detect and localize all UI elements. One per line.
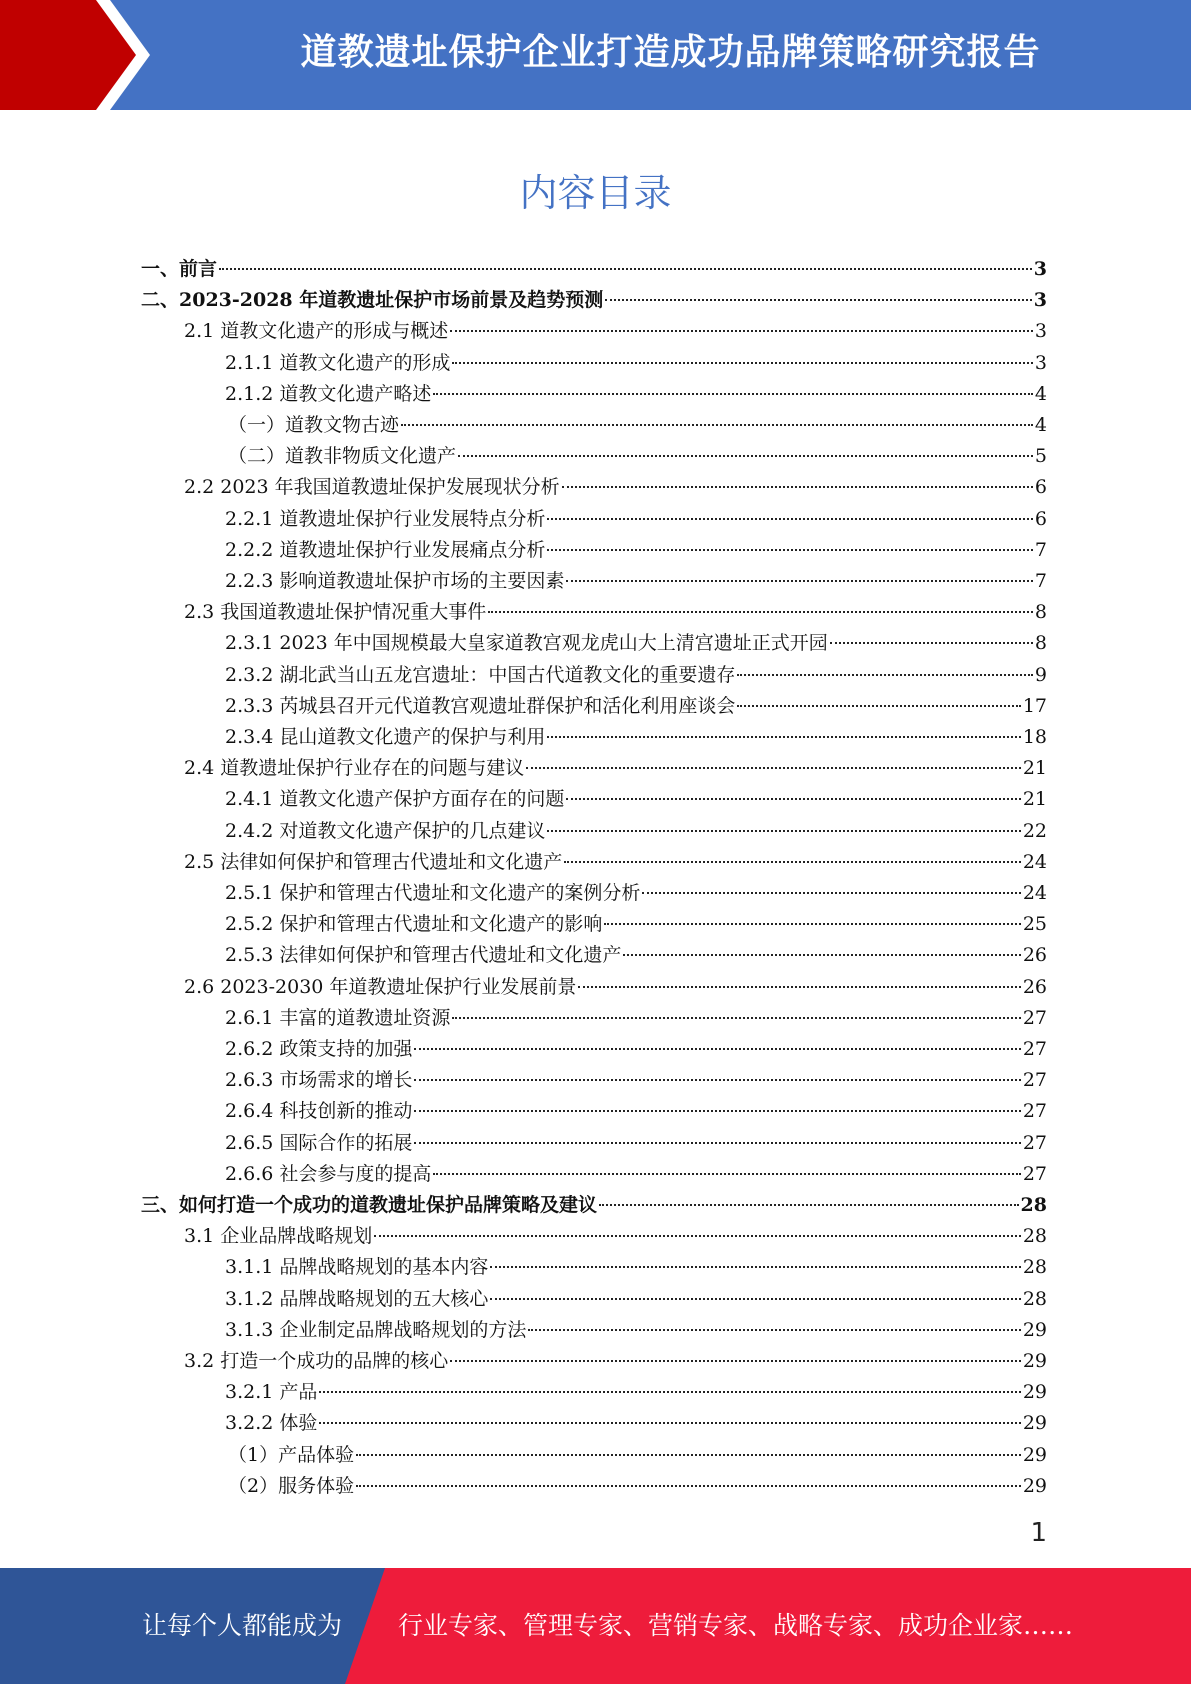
toc-entry-page: 26 — [1022, 975, 1047, 998]
toc-entry[interactable] — [184, 1221, 1047, 1252]
toc-entry[interactable] — [225, 504, 1047, 535]
toc-entry-title: （二）道教非物质文化遗产 — [228, 445, 457, 468]
toc-entry-page: 22 — [1022, 819, 1047, 842]
toc-entry[interactable] — [228, 410, 1047, 441]
toc-entry-page: 7 — [1034, 570, 1047, 592]
toc-entry-title: 2.4.2 对道教文化遗产保护的几点建议 — [225, 819, 546, 842]
toc-entry-page: 27 — [1022, 1162, 1047, 1185]
toc-entry-page: 27 — [1022, 1131, 1047, 1154]
toc-entry-page: 29 — [1022, 1318, 1047, 1341]
toc-entry[interactable] — [228, 1440, 1047, 1471]
header-title: 道教遗址保护企业打造成功品牌策略研究报告 — [300, 32, 1041, 73]
toc-entry[interactable] — [184, 316, 1047, 347]
page-header — [0, 0, 1191, 110]
toc-entry-title: 2.3.3 芮城县召开元代道教宫观遗址群保护和活化利用座谈会 — [225, 694, 736, 717]
toc-dot-leader — [526, 767, 1021, 769]
toc-entry-title: 2.1 道教文化遗产的形成与概述 — [184, 320, 449, 343]
toc-dot-leader — [737, 674, 1033, 676]
toc-entry[interactable] — [228, 441, 1047, 472]
toc-entry-title: 3.2.1 产品 — [225, 1381, 318, 1404]
toc-entry[interactable] — [225, 660, 1047, 691]
toc-dot-leader — [433, 393, 1033, 395]
toc-entry[interactable] — [225, 1284, 1047, 1315]
toc-entry[interactable] — [225, 566, 1047, 597]
toc-dot-leader — [547, 830, 1020, 832]
toc-dot-leader — [547, 549, 1033, 551]
toc-dot-leader — [414, 1142, 1020, 1144]
toc-entry-title: 2.2.3 影响道教遗址保护市场的主要因素 — [225, 570, 565, 592]
footer-slogan-right: 行业专家、管理专家、营销专家、战略专家、成功企业家…… — [398, 1611, 1074, 1640]
toc-dot-leader — [319, 1391, 1020, 1393]
toc-dot-leader — [547, 736, 1020, 738]
toc-entry-title: 3.2.2 体验 — [225, 1412, 318, 1435]
toc-entry-title: 3.2 打造一个成功的品牌的核心 — [184, 1350, 449, 1372]
toc-entry-title: 2.3 我国道教遗址保护情况重大事件 — [184, 601, 487, 624]
toc-entry[interactable] — [225, 348, 1047, 379]
toc-entry[interactable] — [184, 847, 1047, 878]
toc-dot-leader — [458, 455, 1033, 457]
toc-entry-title: 2.2.1 道教遗址保护行业发展特点分析 — [225, 507, 546, 530]
toc-entry[interactable] — [225, 1096, 1047, 1127]
toc-heading: 内容目录 — [519, 171, 672, 215]
toc-dot-leader — [566, 798, 1020, 800]
toc-entry[interactable] — [225, 628, 1047, 659]
toc-dot-leader — [433, 1173, 1020, 1175]
toc-dot-leader — [452, 362, 1033, 364]
toc-entry[interactable] — [184, 972, 1047, 1003]
toc-entry[interactable] — [228, 1471, 1047, 1502]
toc-entry-title: 3.1.2 品牌战略规划的五大核心 — [225, 1287, 489, 1310]
toc-entry-page: 17 — [1022, 694, 1047, 717]
toc-entry[interactable] — [225, 1034, 1047, 1065]
toc-dot-leader — [401, 424, 1033, 426]
toc-dot-leader — [450, 1360, 1021, 1362]
toc-entry-title: （2）服务体验 — [228, 1474, 355, 1497]
toc-entry-page: 21 — [1022, 788, 1047, 811]
toc-entry-title: （一）道教文物古迹 — [228, 414, 400, 436]
toc-entry-page: 28 — [1022, 1287, 1047, 1310]
toc-dot-leader — [642, 892, 1020, 894]
toc-entry[interactable] — [184, 1346, 1047, 1377]
toc-entry[interactable] — [184, 597, 1047, 628]
toc-entry[interactable] — [225, 1377, 1047, 1408]
toc-dot-leader — [356, 1454, 1021, 1456]
toc-entry-page: 3 — [1033, 289, 1047, 312]
toc-entry-page: 27 — [1022, 1038, 1047, 1060]
toc-dot-leader — [830, 642, 1033, 644]
toc-entry-title: 一、前言 — [141, 258, 218, 280]
toc-entry-title: 2.5 法律如何保护和管理古代遗址和文化遗产 — [184, 850, 563, 873]
toc-entry-page: 27 — [1022, 1069, 1047, 1092]
toc-entry[interactable] — [225, 784, 1047, 815]
toc-entry-title: 2.3.4 昆山道教文化遗产的保护与利用 — [225, 726, 546, 748]
toc-dot-leader — [578, 986, 1020, 988]
toc-dot-leader — [605, 299, 1032, 301]
toc-dot-leader — [374, 1235, 1021, 1237]
toc-entry-page: 29 — [1022, 1443, 1047, 1466]
toc-entry[interactable] — [225, 379, 1047, 410]
toc-entry-page: 4 — [1034, 414, 1047, 436]
toc-dot-leader — [319, 1422, 1020, 1424]
toc-entry[interactable] — [141, 1190, 1047, 1221]
toc-entry-page: 9 — [1034, 663, 1047, 686]
toc-entry[interactable] — [141, 285, 1047, 316]
toc-entry[interactable] — [225, 691, 1047, 722]
toc-entry-title: 2.5.1 保护和管理古代遗址和文化遗产的案例分析 — [225, 882, 641, 904]
toc-entry-page: 27 — [1022, 1100, 1047, 1123]
toc-entry-title: 2.6.1 丰富的道教遗址资源 — [225, 1006, 451, 1029]
toc-entry-page: 28 — [1020, 1194, 1047, 1216]
toc-entry-title: 2.2.2 道教遗址保护行业发展痛点分析 — [225, 538, 546, 561]
toc-entry-title: 2.6.6 社会参与度的提高 — [225, 1162, 432, 1185]
toc-entry-title: 3.1 企业品牌战略规划 — [184, 1225, 373, 1248]
toc-entry[interactable] — [225, 878, 1047, 909]
toc-dot-leader — [414, 1110, 1020, 1112]
toc-entry-title: 二、2023-2028 年道教遗址保护市场前景及趋势预测 — [141, 289, 604, 312]
toc-entry[interactable] — [225, 1408, 1047, 1439]
toc-entry[interactable] — [225, 1315, 1047, 1346]
footer-slogan-left: 让每个人都能成为 — [142, 1611, 343, 1640]
toc-dot-leader — [562, 486, 1033, 488]
toc-entry-title: 2.6.3 市场需求的增长 — [225, 1069, 413, 1092]
toc-dot-leader — [547, 518, 1033, 520]
toc-dot-leader — [490, 1266, 1020, 1268]
toc-entry-page: 29 — [1022, 1350, 1047, 1372]
toc-entry-page: 24 — [1022, 882, 1047, 904]
toc-entry-page: 24 — [1022, 850, 1047, 873]
toc-dot-leader — [623, 954, 1020, 956]
toc-entry[interactable] — [225, 940, 1047, 971]
toc-entry-title: 2.2 2023 年我国道教遗址保护发展现状分析 — [184, 476, 560, 499]
toc-entry-title: 2.6 2023-2030 年道教遗址保护行业发展前景 — [184, 975, 577, 998]
toc-entry-page: 29 — [1022, 1474, 1047, 1497]
toc-entry-page: 4 — [1034, 382, 1047, 405]
toc-entry-page: 3 — [1034, 351, 1047, 374]
toc-entry-page: 6 — [1034, 507, 1047, 530]
toc-entry-title: 2.6.2 政策支持的加强 — [225, 1038, 413, 1060]
toc-entry-page: 21 — [1022, 757, 1047, 780]
toc-entry-title: 3.1.1 品牌战略规划的基本内容 — [225, 1256, 489, 1279]
toc-dot-leader — [737, 705, 1020, 707]
toc-dot-leader — [604, 923, 1020, 925]
page-number: 1 — [1030, 1518, 1047, 1548]
toc-entry-title: 2.4 道教遗址保护行业存在的问题与建议 — [184, 757, 525, 780]
toc-entry-title: 2.1.2 道教文化遗产略述 — [225, 382, 432, 405]
toc-entry[interactable] — [141, 254, 1047, 285]
toc-entry[interactable] — [225, 816, 1047, 847]
toc-entry[interactable] — [225, 1065, 1047, 1096]
toc-entry[interactable] — [225, 1252, 1047, 1283]
toc-entry-title: 2.4.1 道教文化遗产保护方面存在的问题 — [225, 788, 565, 811]
toc-entry-title: 2.1.1 道教文化遗产的形成 — [225, 351, 451, 374]
toc-entry-title: （1）产品体验 — [228, 1443, 355, 1466]
toc-entry[interactable] — [225, 909, 1047, 940]
toc-entry[interactable] — [225, 1003, 1047, 1034]
toc-entry-page: 28 — [1022, 1225, 1047, 1248]
toc-dot-leader — [599, 1204, 1019, 1206]
toc-entry-page: 29 — [1022, 1412, 1047, 1435]
toc-entry[interactable] — [225, 1128, 1047, 1159]
toc-entry-page: 18 — [1022, 726, 1047, 748]
toc-entry-page: 6 — [1034, 476, 1047, 499]
toc-entry-page: 26 — [1022, 944, 1047, 967]
toc-entry[interactable] — [225, 1159, 1047, 1190]
toc-entry-title: 2.3.2 湖北武当山五龙宫遗址：中国古代道教文化的重要遗存 — [225, 663, 736, 686]
toc-entry-page: 25 — [1022, 913, 1047, 936]
toc-dot-leader — [490, 1298, 1020, 1300]
toc-dot-leader — [488, 611, 1033, 613]
page-footer — [0, 1568, 1191, 1684]
toc-entry-page: 3 — [1034, 320, 1047, 343]
toc-entry-title: 2.3.1 2023 年中国规模最大皇家道教宫观龙虎山大上清宫遗址正式开园 — [225, 632, 828, 655]
toc-entry-page: 29 — [1022, 1381, 1047, 1404]
toc-entry-page: 8 — [1034, 601, 1047, 624]
toc-dot-leader — [356, 1485, 1021, 1487]
toc-dot-leader — [414, 1048, 1020, 1050]
toc-dot-leader — [450, 330, 1033, 332]
toc-entry-title: 3.1.3 企业制定品牌战略规划的方法 — [225, 1318, 527, 1341]
toc-dot-leader — [564, 861, 1021, 863]
toc-dot-leader — [219, 268, 1032, 270]
toc-entry-title: 2.5.3 法律如何保护和管理古代遗址和文化遗产 — [225, 944, 622, 967]
toc-entry-page: 3 — [1033, 258, 1047, 280]
toc-entry-title: 三、如何打造一个成功的道教遗址保护品牌策略及建议 — [141, 1194, 598, 1216]
toc-entry-page: 27 — [1022, 1006, 1047, 1029]
toc-entry-page: 7 — [1034, 538, 1047, 561]
toc-entry-title: 2.6.4 科技创新的推动 — [225, 1100, 413, 1123]
toc-entry[interactable] — [184, 472, 1047, 503]
toc-entry[interactable] — [225, 535, 1047, 566]
toc-dot-leader — [452, 1017, 1020, 1019]
toc-entry-title: 2.5.2 保护和管理古代遗址和文化遗产的影响 — [225, 913, 603, 936]
toc-entry[interactable] — [184, 753, 1047, 784]
toc-entry-page: 8 — [1034, 632, 1047, 655]
toc-entry-page: 28 — [1022, 1256, 1047, 1279]
toc-dot-leader — [414, 1079, 1020, 1081]
toc-entry-title: 2.6.5 国际合作的拓展 — [225, 1131, 413, 1154]
toc-dot-leader — [528, 1329, 1020, 1331]
toc-entry[interactable] — [225, 722, 1047, 753]
toc-dot-leader — [566, 580, 1033, 582]
toc-entry-page: 5 — [1034, 445, 1047, 468]
